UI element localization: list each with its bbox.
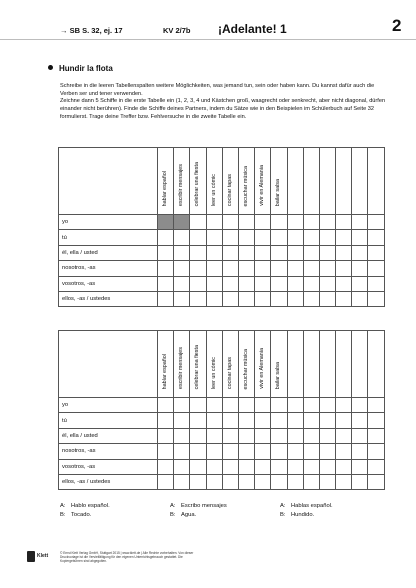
column-header-label: vivir en Alemania: [259, 348, 266, 389]
grid-cell[interactable]: [303, 291, 319, 306]
grid-cell[interactable]: [287, 474, 303, 489]
grid-cell[interactable]: [352, 413, 368, 428]
table-row: [59, 291, 385, 306]
grid-cell[interactable]: [222, 230, 238, 245]
grid-cell[interactable]: [319, 444, 335, 459]
grid-cell[interactable]: [238, 398, 254, 413]
row-label: vosotros, -as: [59, 459, 158, 474]
grid-cell[interactable]: [352, 474, 368, 489]
row-label: ellos, -as / ustedes: [59, 474, 158, 489]
grid-cell[interactable]: [255, 398, 271, 413]
answer-text: Hundido.: [291, 512, 315, 518]
grid-cell[interactable]: [206, 474, 222, 489]
column-header-label: hablar español: [162, 353, 169, 389]
grid-cell[interactable]: [336, 276, 352, 291]
grid-cell[interactable]: [319, 245, 335, 260]
grid-cell[interactable]: [368, 245, 384, 260]
table-row: [59, 398, 385, 413]
grid-cell[interactable]: [174, 261, 190, 276]
answer-item: [170, 503, 227, 509]
grid-cell[interactable]: [352, 398, 368, 413]
grid-cell[interactable]: [368, 459, 384, 474]
row-label: él, ella / usted: [59, 245, 158, 260]
grid-cell[interactable]: [222, 474, 238, 489]
column-header-label: escribir mensajes: [178, 164, 185, 206]
column-header-label: leer un cómic: [210, 173, 217, 206]
column-header[interactable]: [319, 331, 335, 398]
grid-cell[interactable]: [271, 413, 287, 428]
grid-cell[interactable]: [303, 215, 319, 230]
column-header: [174, 331, 190, 398]
copyright-notice: © Ernst Klett Verlag GmbH, Stuttgart 2015 | www.klett.de | Alle Rechte vorbehalten. Von dieser Druckvorlage ist die Vervielfältigung für den eigenen Unterrichtsgebrauch gestattet. Die Kopiergebühren sind abgegolten.: [60, 551, 194, 564]
grid-cell[interactable]: [352, 428, 368, 443]
grid-cell[interactable]: [319, 230, 335, 245]
grid-cell[interactable]: [287, 459, 303, 474]
grid-cell[interactable]: [255, 474, 271, 489]
worksheet-code: KV 2/7b: [163, 26, 191, 35]
column-header: [271, 148, 287, 215]
grid-cell[interactable]: [255, 215, 271, 230]
grid-cell[interactable]: [352, 215, 368, 230]
grid-cell[interactable]: [190, 474, 206, 489]
column-header: [255, 331, 271, 398]
grid-cell[interactable]: [271, 428, 287, 443]
grid-cell[interactable]: [368, 413, 384, 428]
grid-cell[interactable]: [174, 428, 190, 443]
answer-item: [60, 503, 110, 509]
grid-cell[interactable]: [303, 428, 319, 443]
column-header[interactable]: [287, 331, 303, 398]
grid-cell[interactable]: [238, 276, 254, 291]
grid-cell[interactable]: [206, 413, 222, 428]
answer-text: Escribo mensajes: [181, 503, 227, 509]
column-header-label: celebrar una fiesta: [194, 161, 201, 206]
grid-cell[interactable]: [190, 444, 206, 459]
grid-cell[interactable]: [271, 459, 287, 474]
grid-cell[interactable]: [222, 261, 238, 276]
grid-cell[interactable]: [222, 459, 238, 474]
grid-cell[interactable]: [287, 413, 303, 428]
answer-item: [280, 503, 333, 509]
grid-cell[interactable]: [222, 291, 238, 306]
grid-cell[interactable]: [336, 474, 352, 489]
grid-cell[interactable]: [158, 398, 174, 413]
grid-cell[interactable]: [158, 444, 174, 459]
grid-cell[interactable]: [303, 276, 319, 291]
grid-cell[interactable]: [206, 291, 222, 306]
column-header: [158, 331, 174, 398]
grid-cell[interactable]: [336, 291, 352, 306]
row-label: él, ella / usted: [59, 428, 158, 443]
publisher-logo: [27, 549, 49, 563]
grid-cell[interactable]: [174, 398, 190, 413]
table-row: [59, 474, 385, 489]
grid-cell[interactable]: [158, 261, 174, 276]
grid-cell[interactable]: [190, 215, 206, 230]
grid-cell[interactable]: [319, 215, 335, 230]
column-header-label: escribir mensajes: [178, 347, 185, 389]
grid-cell[interactable]: [206, 230, 222, 245]
column-header[interactable]: [303, 331, 319, 398]
grid-cell[interactable]: [368, 428, 384, 443]
column-header-label: celebrar una fiesta: [194, 344, 201, 389]
grid-cell[interactable]: [319, 474, 335, 489]
grid-cell[interactable]: [303, 413, 319, 428]
row-label: tú: [59, 230, 158, 245]
grid-cell[interactable]: [336, 444, 352, 459]
column-header-label: cocinar tapas: [226, 173, 233, 206]
grid-cell[interactable]: [303, 459, 319, 474]
grid-cell[interactable]: [319, 276, 335, 291]
grid-cell[interactable]: [336, 215, 352, 230]
grid-cell[interactable]: [206, 276, 222, 291]
answer-item: [170, 512, 196, 518]
grid-cell[interactable]: [352, 230, 368, 245]
grid-cell[interactable]: [271, 245, 287, 260]
column-header: [271, 331, 287, 398]
column-header: [238, 331, 254, 398]
grid-cell[interactable]: [287, 428, 303, 443]
grid-cell[interactable]: [190, 276, 206, 291]
grid-cell[interactable]: [174, 276, 190, 291]
grid-cell[interactable]: [238, 444, 254, 459]
klett-logo-icon: [27, 551, 35, 562]
grid-cell[interactable]: [222, 444, 238, 459]
column-header: [222, 148, 238, 215]
bullet-icon: [48, 65, 53, 70]
row-label: tú: [59, 413, 158, 428]
grid-cell[interactable]: [336, 245, 352, 260]
column-header[interactable]: [336, 331, 352, 398]
grid-cell[interactable]: [287, 215, 303, 230]
grid-cell[interactable]: [352, 261, 368, 276]
grid-cell[interactable]: [174, 474, 190, 489]
grid-cell[interactable]: [368, 261, 384, 276]
answer-key: A:: [280, 503, 286, 509]
column-header: [158, 148, 174, 215]
column-header[interactable]: [287, 148, 303, 215]
grid-cell[interactable]: [174, 413, 190, 428]
grid-cell[interactable]: [336, 428, 352, 443]
grid-corner: [59, 148, 158, 215]
grid-cell[interactable]: [158, 276, 174, 291]
grid-cell[interactable]: [336, 230, 352, 245]
grid-cell[interactable]: [174, 459, 190, 474]
grid-cell[interactable]: [271, 444, 287, 459]
grid-cell[interactable]: [222, 215, 238, 230]
logo-text: Klett: [37, 553, 49, 559]
grid-cell[interactable]: [158, 245, 174, 260]
grid-cell[interactable]: [352, 459, 368, 474]
grid-cell[interactable]: [222, 276, 238, 291]
grid-cell-shaded[interactable]: [158, 215, 174, 230]
grid-cell[interactable]: [303, 230, 319, 245]
column-header: [190, 148, 206, 215]
table-row: [59, 261, 385, 276]
grid-cell[interactable]: [190, 230, 206, 245]
grid-cell[interactable]: [352, 291, 368, 306]
grid-cell[interactable]: [352, 444, 368, 459]
grid-cell[interactable]: [174, 291, 190, 306]
grid-cell[interactable]: [238, 459, 254, 474]
grid-cell[interactable]: [238, 413, 254, 428]
answer-key: A:: [60, 503, 66, 509]
grid-cell[interactable]: [238, 291, 254, 306]
grid-cell[interactable]: [174, 230, 190, 245]
table-row: [59, 428, 385, 443]
grid-cell[interactable]: [190, 413, 206, 428]
grid-cell[interactable]: [271, 291, 287, 306]
answer-key: A:: [170, 503, 176, 509]
column-header-label: escuchar música: [243, 165, 250, 206]
grid-cell[interactable]: [352, 276, 368, 291]
grid-cell[interactable]: [255, 230, 271, 245]
column-header[interactable]: [368, 331, 384, 398]
instructions: [60, 83, 390, 122]
column-header: [190, 331, 206, 398]
grid-cell[interactable]: [206, 444, 222, 459]
grid-cell[interactable]: [287, 444, 303, 459]
grid-cell[interactable]: [319, 413, 335, 428]
grid-cell[interactable]: [190, 261, 206, 276]
grid-cell[interactable]: [255, 459, 271, 474]
grid-cell[interactable]: [255, 291, 271, 306]
answer-text: Hablo español.: [71, 503, 110, 509]
grid-cell[interactable]: [368, 215, 384, 230]
grid-cell[interactable]: [206, 245, 222, 260]
grid-cell[interactable]: [206, 261, 222, 276]
column-header[interactable]: [368, 148, 384, 215]
grid-cell[interactable]: [287, 245, 303, 260]
column-header: [222, 331, 238, 398]
grid-cell[interactable]: [352, 245, 368, 260]
grid-cell[interactable]: [319, 398, 335, 413]
grid-cell[interactable]: [238, 428, 254, 443]
table-row: [59, 444, 385, 459]
row-label: nosotros, -as: [59, 261, 158, 276]
grid-cell[interactable]: [255, 261, 271, 276]
column-header-label: vivir en Alemania: [259, 165, 266, 206]
instruction-paragraph: Zeichne dann 5 Schiffe in die erste Tabelle ein (1, 2, 3, 4 und Kästchen groß, waagrecht oder senkrecht, aber nicht diagonal, dürfen einander nicht berühren). Finde die Schiffe deines Partners, indem du Sätze wie in den Beispielen im Schülerbuch auf Seite 32 formulierst. Trage deine Treffer bzw. Fehlversuche in die zweite Tabelle ein.: [60, 98, 386, 120]
row-label: vosotros, -as: [59, 276, 158, 291]
table-row: [59, 215, 385, 230]
column-header-label: hablar español: [162, 170, 169, 206]
battleship-grid-own: [58, 147, 385, 307]
grid-cell[interactable]: [271, 215, 287, 230]
grid-cell[interactable]: [255, 276, 271, 291]
column-header: [206, 148, 222, 215]
grid-cell[interactable]: [303, 474, 319, 489]
page-number: 2: [392, 16, 402, 35]
grid-cell[interactable]: [271, 276, 287, 291]
grid-cell[interactable]: [238, 474, 254, 489]
grid-cell[interactable]: [190, 459, 206, 474]
column-header-label: escuchar música: [243, 348, 250, 389]
grid-cell[interactable]: [238, 245, 254, 260]
grid-cell[interactable]: [206, 428, 222, 443]
column-header: [206, 331, 222, 398]
row-label: nosotros, -as: [59, 444, 158, 459]
grid-cell[interactable]: [158, 459, 174, 474]
grid-cell[interactable]: [287, 230, 303, 245]
grid-cell[interactable]: [222, 428, 238, 443]
row-label: yo: [59, 215, 158, 230]
table-row: [59, 276, 385, 291]
column-header[interactable]: [336, 148, 352, 215]
answer-text: Hablas español.: [291, 503, 333, 509]
grid-cell[interactable]: [255, 245, 271, 260]
grid-cell[interactable]: [190, 291, 206, 306]
table-row: [59, 245, 385, 260]
column-header[interactable]: [319, 148, 335, 215]
grid-cell[interactable]: [319, 428, 335, 443]
grid-cell[interactable]: [303, 261, 319, 276]
grid-cell[interactable]: [255, 428, 271, 443]
answer-key: B:: [280, 512, 286, 518]
column-header: [255, 148, 271, 215]
grid-cell[interactable]: [158, 291, 174, 306]
answer-text: Tocado.: [71, 512, 92, 518]
table-row: [59, 230, 385, 245]
grid-cell[interactable]: [238, 261, 254, 276]
task-title: [48, 64, 113, 73]
grid-cell[interactable]: [174, 444, 190, 459]
grid-cell[interactable]: [271, 261, 287, 276]
grid-cell[interactable]: [255, 413, 271, 428]
page-header: [0, 0, 416, 40]
grid-cell[interactable]: [287, 276, 303, 291]
grid-cell[interactable]: [319, 459, 335, 474]
grid-cell[interactable]: [368, 291, 384, 306]
column-header: [238, 148, 254, 215]
answer-text: Agua.: [181, 512, 197, 518]
grid-cell[interactable]: [271, 230, 287, 245]
grid-cell[interactable]: [368, 398, 384, 413]
column-header[interactable]: [303, 148, 319, 215]
grid-cell[interactable]: [158, 230, 174, 245]
grid-cell[interactable]: [319, 261, 335, 276]
grid-corner: [59, 331, 158, 398]
task-title-text: Hundir la flota: [59, 64, 113, 73]
instruction-paragraph: Schreibe in die leeren Tabellenspalten weitere Möglichkeiten, was jemand tun, sein oder haben kann. Du kannst dafür auch die Verben ser und tener verwenden.: [60, 83, 375, 97]
grid-cell[interactable]: [368, 444, 384, 459]
column-header[interactable]: [352, 148, 368, 215]
grid-cell[interactable]: [238, 230, 254, 245]
grid-cell[interactable]: [303, 245, 319, 260]
grid-cell[interactable]: [287, 291, 303, 306]
row-label: ellos, -as / ustedes: [59, 291, 158, 306]
grid-cell[interactable]: [287, 398, 303, 413]
grid-cell[interactable]: [287, 261, 303, 276]
grid-cell[interactable]: [336, 413, 352, 428]
grid-cell[interactable]: [206, 459, 222, 474]
grid-cell[interactable]: [158, 474, 174, 489]
grid-cell[interactable]: [368, 276, 384, 291]
book-reference: → SB S. 32, ej. 17: [60, 26, 123, 35]
answer-item: [280, 512, 314, 518]
grid-cell[interactable]: [303, 444, 319, 459]
grid-cell[interactable]: [190, 398, 206, 413]
grid-cell[interactable]: [190, 245, 206, 260]
grid-cell[interactable]: [255, 444, 271, 459]
column-header: [174, 148, 190, 215]
grid-cell[interactable]: [238, 215, 254, 230]
battleship-grid-partner: [58, 330, 385, 490]
grid-cell[interactable]: [190, 428, 206, 443]
grid-cell[interactable]: [336, 459, 352, 474]
grid-cell[interactable]: [368, 230, 384, 245]
table-row: [59, 459, 385, 474]
grid-cell-shaded[interactable]: [174, 215, 190, 230]
grid-cell[interactable]: [271, 474, 287, 489]
grid-cell[interactable]: [336, 261, 352, 276]
book-title: ¡Adelante! 1: [218, 22, 287, 36]
table-row: [59, 413, 385, 428]
grid-cell[interactable]: [271, 398, 287, 413]
grid-cell[interactable]: [174, 245, 190, 260]
grid-cell[interactable]: [368, 474, 384, 489]
row-label: yo: [59, 398, 158, 413]
column-header-label: cocinar tapas: [226, 356, 233, 389]
column-header-label: bailar salsa: [275, 361, 282, 389]
grid-cell[interactable]: [303, 398, 319, 413]
answer-key: B:: [60, 512, 66, 518]
grid-cell[interactable]: [222, 398, 238, 413]
grid-cell[interactable]: [158, 428, 174, 443]
grid-cell[interactable]: [158, 413, 174, 428]
grid-cell[interactable]: [206, 398, 222, 413]
grid-cell[interactable]: [222, 245, 238, 260]
grid-cell[interactable]: [222, 413, 238, 428]
grid-cell[interactable]: [319, 291, 335, 306]
column-header-label: bailar salsa: [275, 178, 282, 206]
column-header-label: leer un cómic: [210, 356, 217, 389]
answer-key: B:: [170, 512, 176, 518]
answer-item: [60, 512, 91, 518]
grid-cell[interactable]: [336, 398, 352, 413]
grid-cell[interactable]: [206, 215, 222, 230]
column-header[interactable]: [352, 331, 368, 398]
